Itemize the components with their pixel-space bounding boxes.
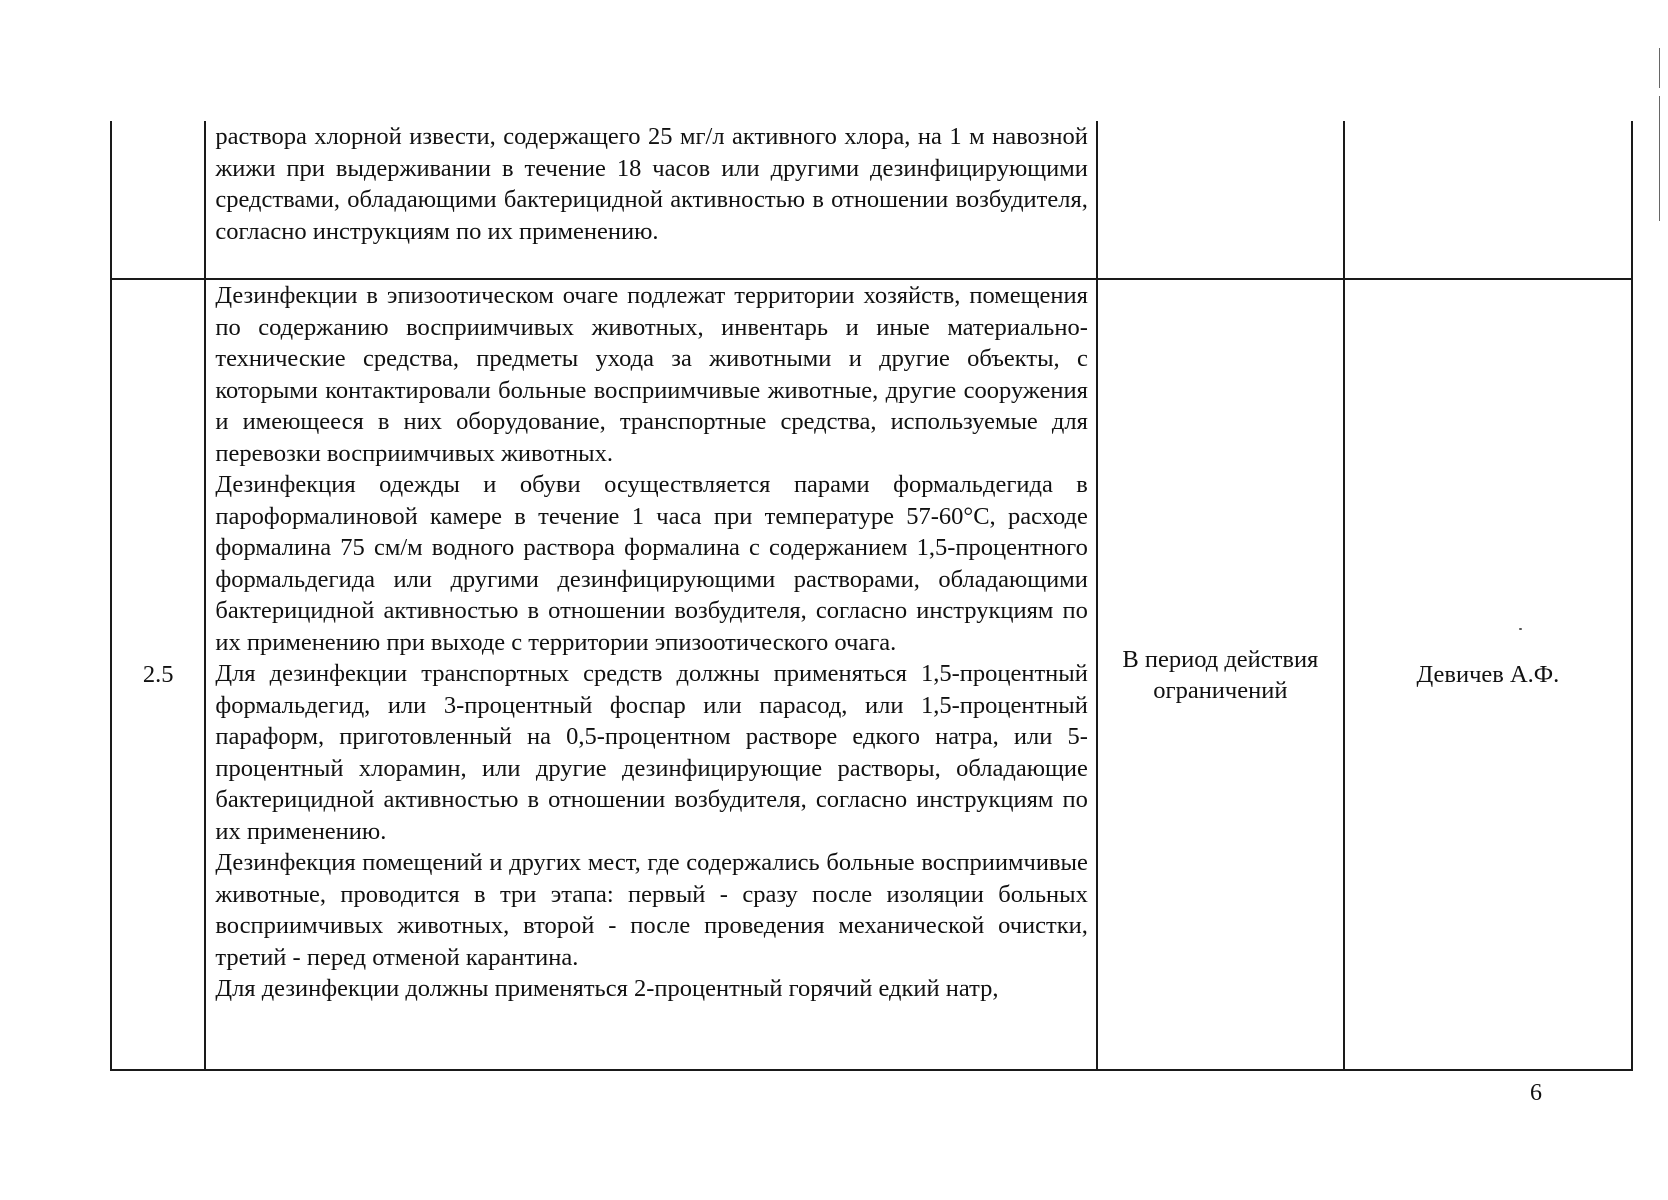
measure-paragraph: раствора хлорной извести, содержащего 25 мг/л активного хлора, на 1 м навозной жижи при выдерживании в течение 18 часов или другими дезинфицирующими средствами, обладающими бактерицидной активностью в отношении возбудителя, согласно инструкциям по их применению. bbox=[215, 123, 1088, 245]
scan-edge-mark bbox=[1659, 48, 1660, 88]
measure-paragraph: Дезинфекция помещений и других мест, где содержались больные восприимчивые животные, проводится в три этапа: первый - сразу после изоляции больных восприимчивых животных, второй - после проведения механической очистки, третий - перед отменой карантина. bbox=[215, 849, 1088, 971]
period-cell bbox=[1097, 279, 1344, 1070]
row-number: 2.5 bbox=[142, 660, 174, 688]
page-number: 6 bbox=[1530, 1080, 1542, 1106]
responsible-name: Девичев А.Ф. bbox=[1416, 660, 1560, 688]
scan-edge-mark bbox=[1659, 96, 1660, 221]
measure-text-cell bbox=[205, 279, 1097, 1070]
measure-paragraph: Дезинфекции в эпизоотическом очаге подлежат территории хозяйств, помещения по содержанию восприимчивых животных, инвентарь и иные материально-технические средства, предметы ухода за животными и другие объекты, с которыми контактировали больные восприимчивые животные, другие сооружения и имеющееся в них оборудование, транспортные средства, используемые для перевозки восприимчивых животных. bbox=[215, 282, 1088, 467]
measures-table bbox=[110, 121, 1633, 1071]
measure-paragraph: Дезинфекция одежды и обуви осуществляется парами формальдегида в пароформалиновой камере в течение 1 часа при температуре 57-60°С, расходе формалина 75 см/м водного раствора формалина с содержанием 1,5-процентного формальдегида или другими дезинфицирующими растворами, обладающими бактерицидной активностью в отношении возбудителя, согласно инструкциям по их применению при выходе с территории эпизоотического очага. bbox=[215, 471, 1088, 656]
measure-paragraph: Для дезинфекции транспортных средств должны применяться 1,5-процентный формальдегид, или 3-процентный фоспар или парасод, или 1,5-процентный параформ, приготовленный на 0,5-процентном растворе едкого натра, или 5-процентный хлорамин, или другие дезинфицирующие растворы, обладающие бактерицидной активностью в отношении возбудителя, согласно инструкциям по их применению. bbox=[215, 660, 1088, 845]
period-text: В период действия ограничений bbox=[1122, 645, 1319, 704]
table-row bbox=[111, 279, 1632, 1070]
scan-speck bbox=[1519, 628, 1522, 630]
row-number-cell bbox=[111, 279, 205, 1070]
responsible-cell bbox=[1344, 279, 1632, 1070]
measure-text-cell bbox=[205, 121, 1097, 279]
measure-paragraph: Для дезинфекции должны применяться 2-процентный горячий едкий натр, bbox=[215, 975, 999, 1002]
row-number-cell bbox=[111, 121, 205, 279]
responsible-cell bbox=[1344, 121, 1632, 279]
period-cell bbox=[1097, 121, 1344, 279]
table-row bbox=[111, 121, 1632, 279]
